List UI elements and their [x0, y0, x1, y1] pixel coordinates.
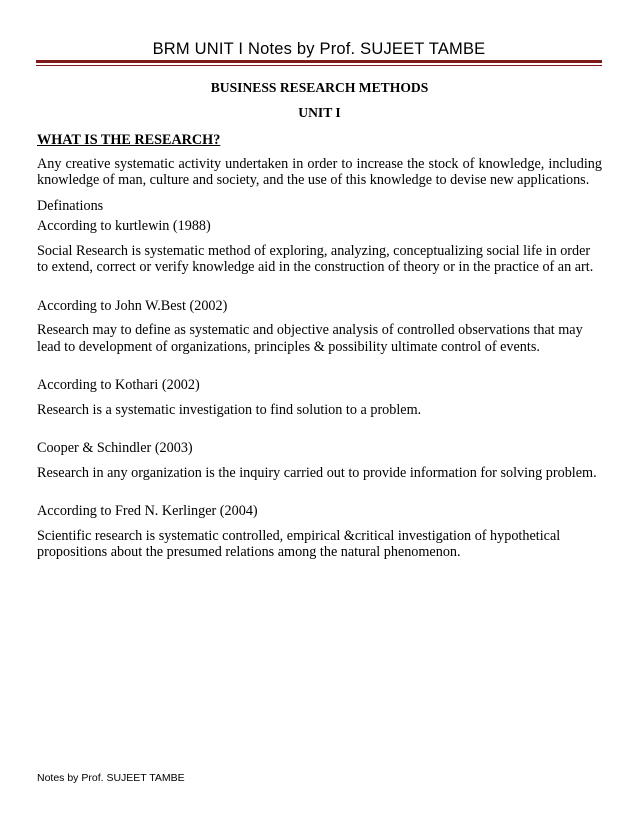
page-footer: Notes by Prof. SUJEET TAMBE [37, 772, 185, 784]
definition-text: Research is a systematic investigation to find solution to a problem. [37, 401, 422, 418]
page-header-title: BRM UNIT I Notes by Prof. SUJEET TAMBE [152, 40, 486, 58]
definition-text: Research in any organization is the inquiry carried out to provide information for solving problem. [37, 464, 597, 481]
intro-paragraph: Any creative systematic activity undertaken in order to increase the stock of knowledge, including knowledge of man, culture and society, and the use of this knowledge to devise new applications. [37, 155, 602, 188]
definition-text: Social Research is systematic method of exploring, analyzing, conceptualizing social life in order to extend, correct or verify knowledge aid in the construction of theory or in the practice of an art. [37, 242, 594, 275]
definition-text: Research may to define as systematic and objective analysis of controlled observations that may lead to development of organizations, principles & possibility ultimate control of events. [37, 322, 583, 355]
definition-source: According to Fred N. Kerlinger (2004) [37, 503, 258, 519]
definition-source: According to Kothari (2002) [37, 377, 200, 393]
section-heading: WHAT IS THE RESEARCH? [37, 132, 221, 148]
definition-source: According to kurtlewin (1988) [37, 218, 211, 234]
unit-title: UNIT I [298, 104, 341, 120]
header-rule-thin [36, 65, 602, 66]
header-rule-thick [36, 60, 602, 63]
definitions-label: Definations [37, 197, 104, 214]
main-title: BUSINESS RESEARCH METHODS [210, 80, 429, 95]
definition-source: According to John W.Best (2002) [37, 297, 228, 314]
definition-source: Cooper & Schindler (2003) [37, 440, 193, 456]
document-body [37, 78, 602, 561]
definition-text: Scientific research is systematic controlled, empirical &critical investigation of hypothetical propositions about the presumed relations among the natural phenomenon. [37, 527, 561, 560]
